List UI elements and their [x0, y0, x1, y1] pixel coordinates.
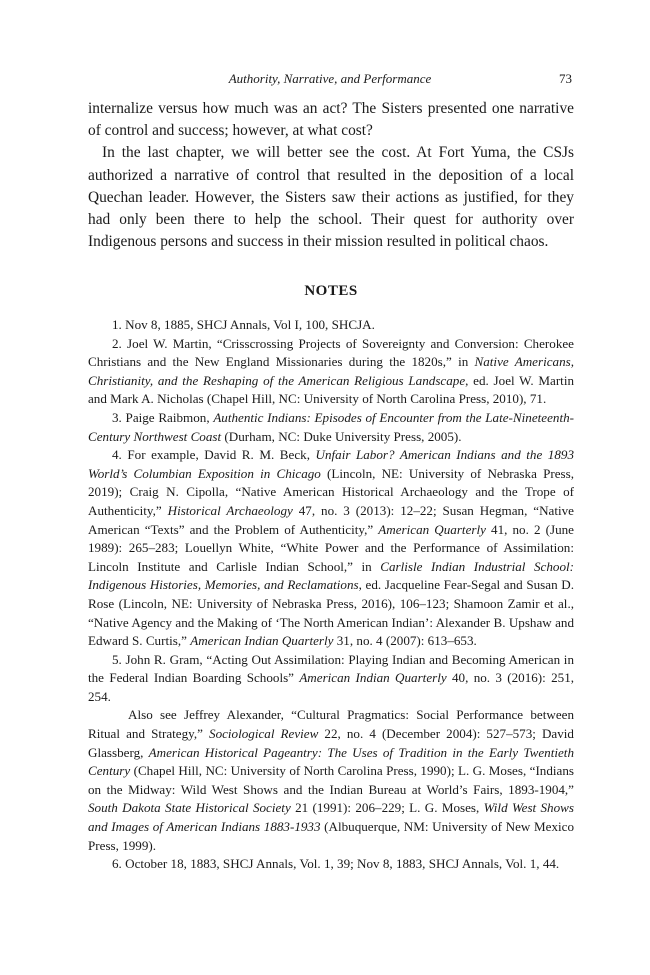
note-number: 5.: [112, 651, 122, 667]
note-text: Joel W. Martin, “Crisscrossing Projects of Sovereignty and Conversion: Cherokee Christians and the New England Missionaries during the 1820s,” in: [88, 335, 574, 370]
note-title: Carlisle Indian Industrial School: Indigenous Histories, Memories, and Reclamations: [88, 558, 574, 593]
note-3: [88, 409, 574, 446]
note-title: Historical Archaeology: [167, 502, 293, 518]
note-6: [88, 855, 574, 874]
note-text: , ed. Jacqueline Fear-Segal and Susan D. Rose (Lincoln, NE: University of Nebraska Press, 2016), 106–123; Shamoon Zamir et al., “Native Agency and the Making of ‘The North American Indian’: Alexander B. Upshaw and Edward S. Curtis,”: [88, 577, 574, 649]
note-number: 2.: [112, 335, 122, 351]
note-text: (Chapel Hill, NC: University of North Carolina Press, 1990); L. G. Moses, “Indians on the Midway: Wild West Shows and the Indian Bureau at World’s Fairs, 1893-1904,”: [88, 763, 574, 797]
note-title: Unfair Labor? American Indians and the 1893 World’s Columbian Exposition in Chicago: [88, 447, 574, 481]
note-number: 6.: [112, 856, 122, 872]
note-title: Wild West Shows and Images of American Indians 1883-1933: [88, 800, 574, 835]
note-4: [88, 446, 574, 651]
note-title: South Dakota State Historical Society: [88, 800, 291, 816]
note-2: [88, 335, 574, 409]
note-title: Sociological Review: [209, 726, 319, 742]
body-text: [88, 98, 574, 253]
notes-heading: NOTES: [304, 283, 358, 299]
note-text: , ed. Joel W. Martin and Mark A. Nicholas (Chapel Hill, NC: University of North Carolina Press, 2010), 71.: [88, 372, 574, 407]
note-text: 47, no. 3 (2013): 12–22; Susan Hegman, “Native American “Texts” and the Problem of Authenticity,”: [88, 502, 574, 537]
note-text: 31, no. 4 (2007): 613–653.: [333, 633, 477, 649]
note-text: (Durham, NC: Duke University Press, 2005).: [221, 428, 462, 444]
body-paragraph: In the last chapter, we will better see the cost. At Fort Yuma, the CSJs authorized a narrative of control that resulted in the deposition of a local Quechan leader. However, the Sisters saw their actions as justified, for they had only been there to help the school. Their quest for authority over Indigenous persons and success in their mission resulted in political chaos.: [88, 144, 574, 251]
note-text: (Lincoln, NE: University of Nebraska Press, 2019); Craig N. Cipolla, “Native American Historical Archaeology and the Trope of Authenticity,”: [88, 465, 575, 518]
page-number: 73: [559, 71, 572, 86]
note-text: (Albuquerque, NM: University of New Mexico Press, 1999).: [88, 819, 574, 853]
note-text: Also see Jeffrey Alexander, “Cultural Pragmatics: Social Performance between Ritual and Strategy,”: [88, 707, 574, 742]
note-number: 1.: [112, 317, 122, 332]
note-title: American Quarterly: [378, 521, 486, 537]
note-number: 3.: [112, 409, 122, 425]
note-text: 41, no. 2 (June 1989): 265–283; Louellyn White, “White Power and the Performance of Assimilation: Lincoln Institute and Carlisle Indian School,” in: [88, 521, 574, 574]
note-5: [88, 651, 574, 707]
note-text: Nov 8, 1885, SHCJ Annals, Vol I, 100, SHCJA.: [125, 317, 375, 332]
note-text: October 18, 1883, SHCJ Annals, Vol. 1, 39; Nov 8, 1883, SHCJ Annals, Vol. 1, 44.: [125, 856, 560, 872]
note-title: Authentic Indians: Episodes of Encounter from the Late-Nineteenth-Century Northwest Coast: [88, 409, 574, 444]
note-5-continuation: [88, 706, 574, 855]
body-paragraph: internalize versus how much was an act? The Sisters presented one narrative of control and success; however, at what cost?: [88, 100, 574, 140]
note-title: American Historical Pageantry: The Uses of Tradition in the Early Twentieth Century: [88, 744, 574, 779]
note-text: For example, David R. M. Beck,: [127, 447, 316, 463]
note-title: American Indian Quarterly: [190, 633, 334, 649]
note-title: American Indian Quarterly: [299, 670, 447, 686]
running-title: Authority, Narrative, and Performance: [228, 71, 432, 86]
running-head: [88, 71, 572, 89]
note-text: 22, no. 4 (December 2004): 527–573; David Glassberg,: [88, 726, 574, 760]
notes-list: [88, 316, 574, 874]
note-text: Paige Raibmon,: [125, 409, 214, 425]
note-title: Native Americans, Christianity, and the Reshaping of the American Religious Landscape: [88, 354, 574, 388]
note-text: 40, no. 3 (2016): 251, 254.: [88, 670, 575, 704]
note-number: 4.: [112, 447, 122, 463]
note-text: John R. Gram, “Acting Out Assimilation: Playing Indian and Becoming American in the Federal Indian Boarding Schools”: [88, 651, 574, 686]
note-text: 21 (1991): 206–229; L. G. Moses,: [290, 800, 484, 816]
note-1: [88, 316, 574, 335]
